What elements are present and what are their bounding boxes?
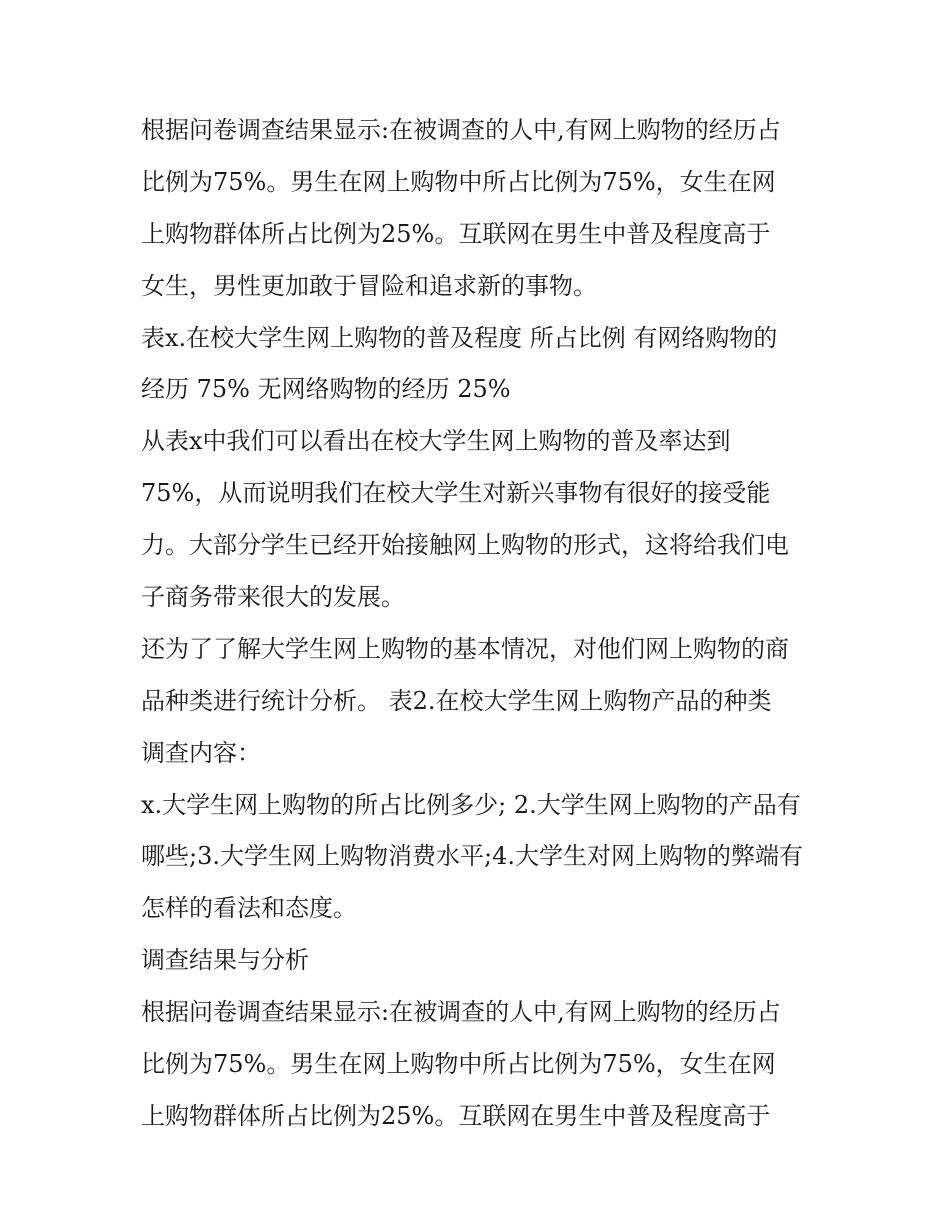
list-line: x.大学生网上购物的所占比例多少; 2.大学生网上购物的产品有 xyxy=(141,790,801,819)
table-caption-line: 经历 75% 无网络购物的经历 25% xyxy=(141,375,511,404)
text-line: 子商务带来很大的发展。 xyxy=(141,583,405,612)
text-line: 75%，从而说明我们在校大学生对新兴事物有很好的接受能 xyxy=(141,479,771,508)
list-line: 哪些;3.大学生网上购物消费水平;4.大学生对网上购物的弊端有 xyxy=(141,842,803,871)
text-line: 上购物群体所占比例为25%。互联网在男生中普及程度高于 xyxy=(141,219,771,248)
text-line: 女生，男性更加敢于冒险和追求新的事物。 xyxy=(141,271,597,300)
text-line: 力。大部分学生已经开始接触网上购物的形式，这将给我们电 xyxy=(141,531,789,560)
text-line: 比例为75%。男生在网上购物中所占比例为75%，女生在网 xyxy=(141,167,776,196)
table-caption-line: 表x.在校大学生网上购物的普及程度 所占比例 有网络购物的 xyxy=(141,323,778,352)
text-line: 调查内容： xyxy=(141,738,261,767)
text-line: 从表x中我们可以看出在校大学生网上购物的普及率达到 xyxy=(141,427,731,456)
text-line: 比例为75%。男生在网上购物中所占比例为75%，女生在网 xyxy=(141,1050,776,1079)
list-line: 怎样的看法和态度。 xyxy=(141,894,357,923)
text-line: 品种类进行统计分析。 表2.在校大学生网上购物产品的种类 xyxy=(141,686,772,715)
section-heading: 调查结果与分析 xyxy=(141,946,309,975)
text-line: 根据问卷调查结果显示:在被调查的人中,有网上购物的经历占 xyxy=(141,116,781,144)
text-line: 上购物群体所占比例为25%。互联网在男生中普及程度高于 xyxy=(141,1101,771,1130)
text-line: 根据问卷调查结果显示:在被调查的人中,有网上购物的经历占 xyxy=(141,998,781,1027)
body-text xyxy=(141,106,841,1144)
text-line: 还为了了解大学生网上购物的基本情况，对他们网上购物的商 xyxy=(141,634,789,663)
